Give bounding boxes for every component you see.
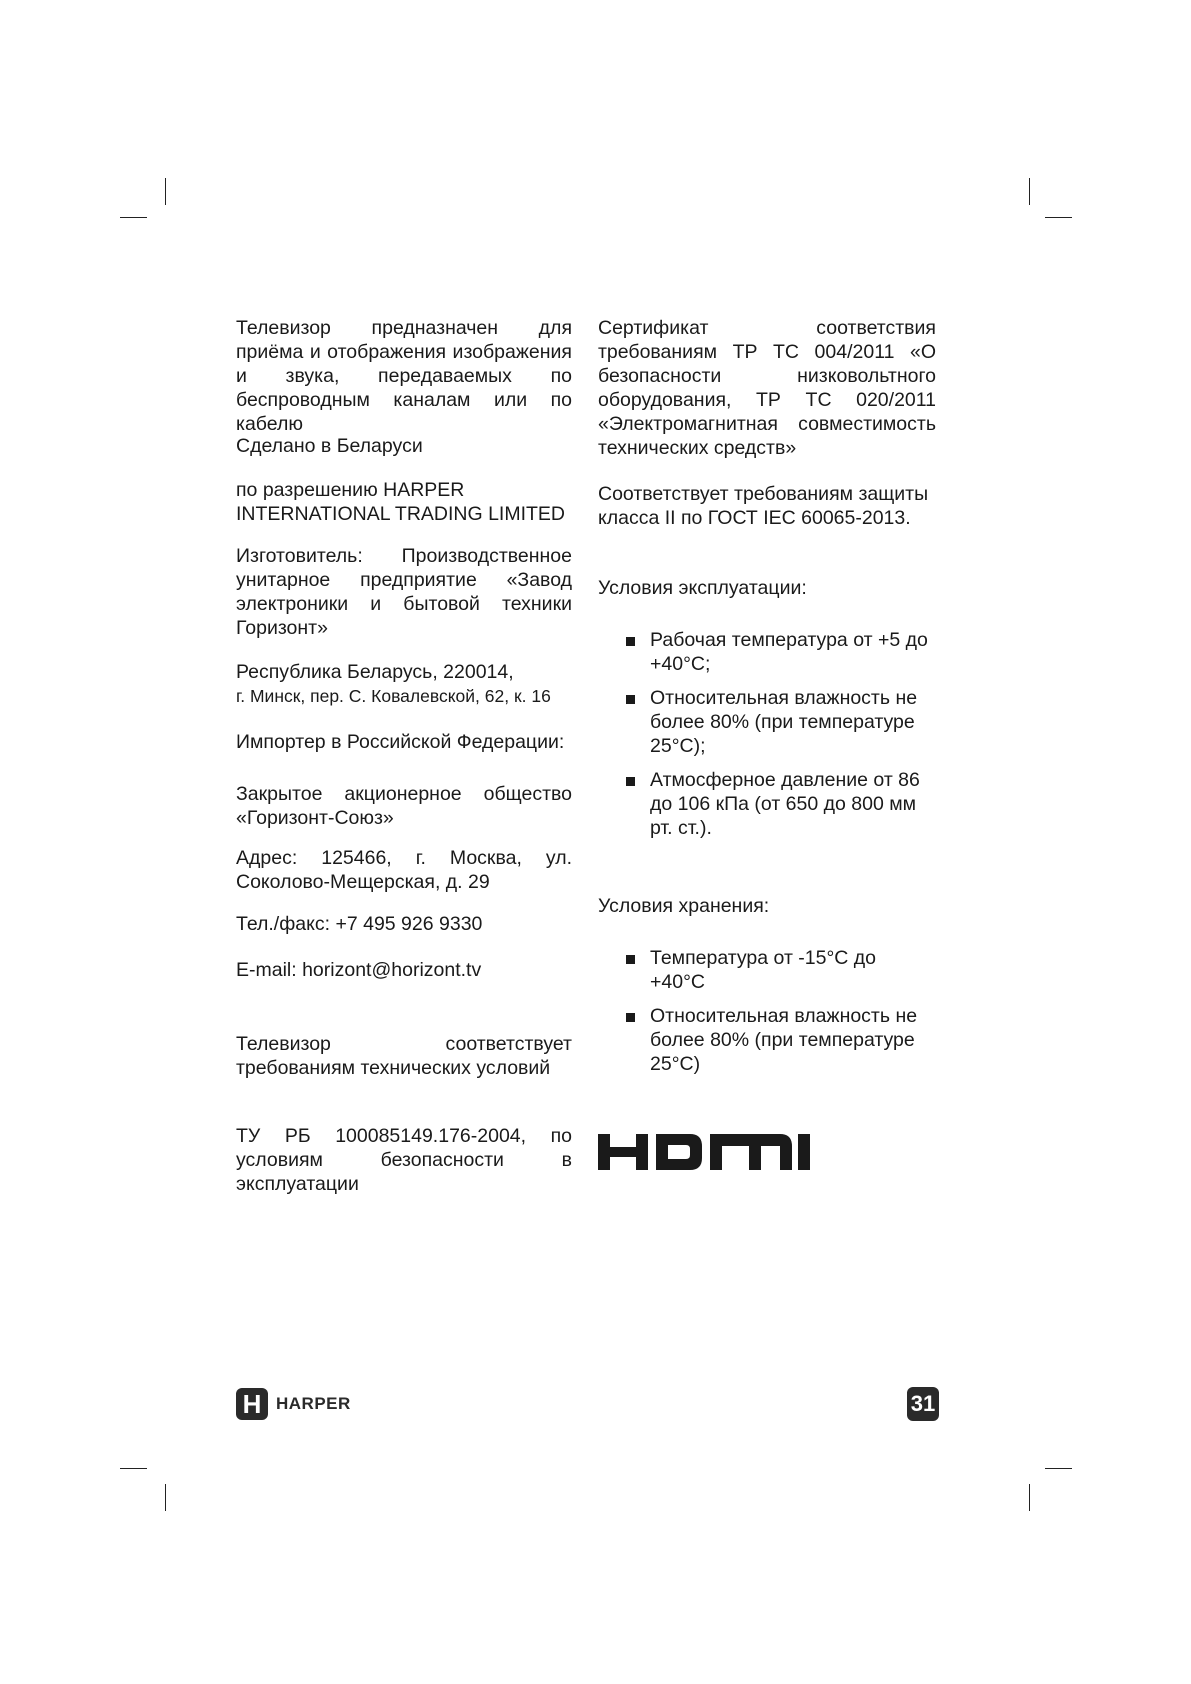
- importer-heading: Импортер в Российской Федерации:: [236, 731, 565, 753]
- page-number: 31: [907, 1387, 939, 1421]
- crop-mark: [1029, 178, 1030, 205]
- square-bullet-icon: [626, 695, 635, 704]
- license-line2: INTERNATIONAL TRADING LIMITED: [236, 503, 566, 525]
- made-in-text: Сделано в Беларуси: [236, 435, 423, 457]
- phone-fax: Тел./факс: +7 495 926 9330: [236, 913, 483, 935]
- hdmi-logo: [598, 1132, 810, 1177]
- tv-purpose-text: Телевизор предназначен для приёма и отображения изображения и звука, передаваемых по беспроводным каналам или по кабелю: [236, 317, 572, 435]
- square-bullet-icon: [626, 777, 635, 786]
- email: E-mail: horizont@horizont.tv: [236, 959, 482, 981]
- operating-conditions-heading: Условия эксплуатации:: [598, 577, 807, 599]
- list-item: Относительная влажность не более 80% (при температуре 25°C): [598, 1004, 936, 1076]
- list-item: Атмосферное давление от 86 до 106 кПа (от 650 до 800 мм рт. ст.).: [598, 768, 936, 840]
- hdmi-logo-icon: [598, 1132, 810, 1172]
- crop-mark: [1029, 1484, 1030, 1511]
- crop-mark: [120, 217, 147, 218]
- protection-class-text: Соответствует требованиям защиты класса II по ГОСТ IEC 60065-2013.: [598, 483, 929, 529]
- tech-conditions-text: Телевизор соответствует требованиям технических условий: [236, 1033, 572, 1079]
- operating-conditions-list: [598, 628, 936, 850]
- storage-conditions-list: [598, 946, 936, 1086]
- tu-rb-text: ТУ РБ 100085149.176-2004, по условиям безопасности в эксплуатации: [236, 1125, 572, 1195]
- square-bullet-icon: [626, 637, 635, 646]
- brand-name: HARPER: [276, 1394, 351, 1413]
- importer-address: Адрес: 125466, г. Москва, ул. Соколово-Мещерская, д. 29: [236, 847, 572, 893]
- crop-mark: [1045, 1468, 1072, 1469]
- list-item: Температура от -15°C до +40°C: [598, 946, 936, 994]
- certificate-text: Сертификат соответствия требованиям ТР ТС 004/2011 «О безопасности низковольтного оборудования, ТР ТС 020/2011 «Электромагнитная совместимость технических средств»: [598, 317, 936, 459]
- square-bullet-icon: [626, 955, 635, 964]
- crop-mark: [120, 1468, 147, 1469]
- square-bullet-icon: [626, 1013, 635, 1022]
- manufacturer-text: Изготовитель: Производственное унитарное предприятие «Завод электроники и бытовой техники Горизонт»: [236, 545, 572, 639]
- storage-conditions-heading: Условия хранения:: [598, 895, 770, 917]
- list-item: Относительная влажность не более 80% (при температуре 25°C);: [598, 686, 936, 758]
- harper-logo: [236, 1388, 351, 1420]
- address-line2: г. Минск, пер. С. Ковалевской, 62, к. 16: [236, 686, 551, 706]
- crop-mark: [165, 1484, 166, 1511]
- license-line1: по разрешению HARPER: [236, 479, 465, 501]
- crop-mark: [1045, 217, 1072, 218]
- harper-h-icon: H: [236, 1388, 268, 1420]
- list-item: Рабочая температура от +5 до +40°C;: [598, 628, 936, 676]
- address-line1: Республика Беларусь, 220014,: [236, 661, 514, 683]
- importer-company: Закрытое акционерное общество «Горизонт-Союз»: [236, 783, 572, 829]
- crop-mark: [165, 178, 166, 205]
